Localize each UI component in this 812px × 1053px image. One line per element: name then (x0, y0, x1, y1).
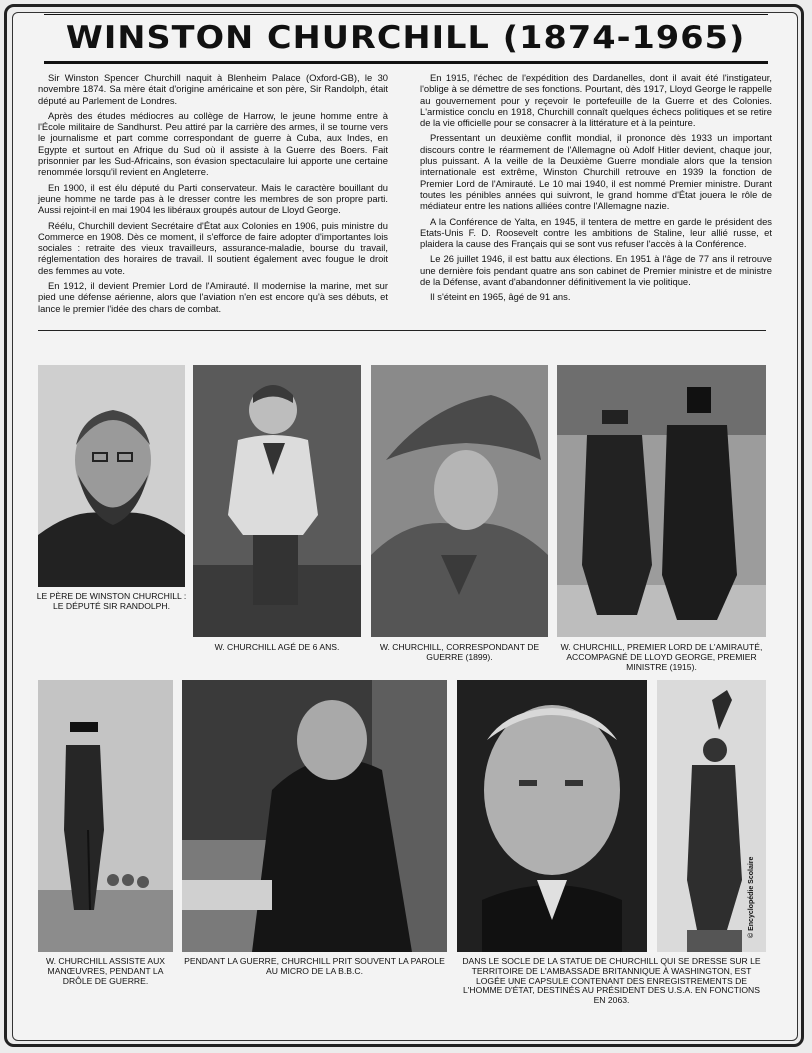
photo-churchill-portrait (457, 680, 647, 952)
photo-bbc-microphone (182, 680, 447, 952)
caption-statue: DANS LE SOCLE DE LA STATUE DE CHURCHILL QUI SE DRESSE SUR LE TERRITOIRE DE L'AMBASSADE BRITANNIQUE À WASHINGTON, EST LOGÉE UNE CAPSULE CONTENANT DES ENREGISTREMENTS DE L'HOMME D'ÉTAT, DESTINÉS AU PRÉSIDENT DES U.S.A. EN FONCTIONS EN 2063. (462, 956, 761, 1006)
paragraph: En 1912, il devient Premier Lord de l'Amirauté. Il modernise la marine, met sur pied une défense aérienne, alors que l'aviation n'en est encore qu'à ses débuts, et lance le premier l'idée des chars de combat. (38, 280, 388, 314)
photo-randolph-churchill (38, 365, 185, 587)
paragraph: Réélu, Churchill devient Secrétaire d'État aux Colonies en 1906, puis ministre du Commerce en 1908. Dès ce moment, il s'efforce de faire adopter d'importantes lois sociales : retraite des vieux travailleurs, assurance-maladie, bourse du travail, réglementation des horaires de travail. Il soutient également avec fougue le droit des femmes au vote. (38, 219, 388, 276)
section-divider (38, 330, 766, 331)
title-bar (44, 14, 768, 64)
left-text-column (38, 72, 388, 318)
copyright-credit: © Encyclopédie Scolaire (748, 856, 755, 938)
caption-admiralty: W. CHURCHILL, PREMIER LORD DE L'AMIRAUTÉ, ACCOMPAGNÉ DE LLOYD GEORGE, PREMIER MINISTRE (1915). (560, 642, 763, 672)
paragraph: Sir Winston Spencer Churchill naquit à Blenheim Palace (Oxford-GB), le 30 novembre 1874. Sa mère était d'origine américaine et son père, Sir Randolph, était député au Parlement de Londres. (38, 72, 388, 106)
paragraph: En 1915, l'échec de l'expédition des Dardanelles, dont il avait été l'instigateur, l'oblige à se démettre de ses fonctions. Pourtant, dès 1917, Lloyd George le rappelle au gouvernement pour y reçevoir le portefeuille de la Guerre et des Colonies. L'armistice conclu en 1918, Churchill connaît quelques échecs politiques et se retire de la vie officielle pour se consacrer à la littérature et à la peinture. (420, 72, 772, 129)
caption-manoeuvres: W. CHURCHILL ASSISTE AUX MANŒUVRES, PENDANT LA DRÔLE DE GUERRE. (45, 956, 166, 986)
paragraph: Le 26 juillet 1946, il est battu aux élections. En 1951 à l'âge de 77 ans il retrouve une dernière fois pendant quatre ans son cabinet de Premier ministre et de ministre de la Défense, avant d'abandonner définitivement la vie politique. (420, 253, 772, 288)
page-title: WINSTON CHURCHILL (1874-1965) (66, 20, 746, 56)
caption-correspondent: W. CHURCHILL, CORRESPONDANT DE GUERRE (1899). (379, 642, 540, 662)
paragraph: En 1900, il est élu député du Parti conservateur. Mais le caractère bouillant du jeune homme ne tarde pas à le dresser contre les membres de son propre parti. Aussi rejoint-il en mai 1904 les libéraux groupés autour de Lloyd George. (38, 181, 388, 216)
paragraph: Après des études médiocres au collège de Harrow, le jeune homme entre à l'École militaire de Sandhurst. Peu attiré par la carrière des armes, il se tourne vers le journalisme et part comme correspondant de guerre à Cuba, aux Indes, en Egypte et surtout en Afrique du Sud où il assiste à la Guerre des Boers. Fait prisonnier par les Sud-Africains, son évasion spectaculaire lui apporte une certaine renommée lorsqu'il revient en Angleterre. (38, 109, 388, 178)
photo-manoeuvres (38, 680, 173, 952)
caption-father: LE PÈRE DE WINSTON CHURCHILL : LE DÉPUTÉ SIR RANDOLPH. (36, 591, 187, 611)
paragraph: Pressentant un deuxième conflit mondial, il prononce dès 1933 un important discours contre le réarmement de l'Allemagne où Adolf Hitler devient, chaque jour, plus puissant. A la veille de la Deuxième Guerre mondiale alors que la tension internationale est extrême, Winston Churchill retrouve en 1939 la fonction de Premier Lord de l'Amirauté. Le 10 mai 1940, il est nommé Premier ministre. Durant toutes les pénibles années qui suivront, le grand homme d'État jouera le rôle de médiateur entre les nations alliées contre l'Allemagne nazie. (420, 132, 772, 212)
photo-war-correspondent (371, 365, 548, 637)
photo-churchill-age-six (193, 365, 361, 637)
photo-admiralty-lloyd-george (557, 365, 766, 637)
caption-bbc: PENDANT LA GUERRE, CHURCHILL PRIT SOUVENT LA PAROLE AU MICRO DE LA B.B.C. (184, 956, 445, 976)
paragraph: Il s'éteint en 1965, âgé de 91 ans. (430, 291, 571, 303)
right-text-column (420, 72, 772, 307)
caption-child: W. CHURCHILL AGÉ DE 6 ANS. (214, 642, 340, 652)
paragraph: A la Conférence de Yalta, en 1945, il tentera de mettre en garde le président des Etats-Unis F. D. Roosevelt contre les ambitions de Staline, leur allié russe, et plaidera la cause des Français qui se sont vus refuser l'accès à la Conférence. (420, 215, 772, 250)
